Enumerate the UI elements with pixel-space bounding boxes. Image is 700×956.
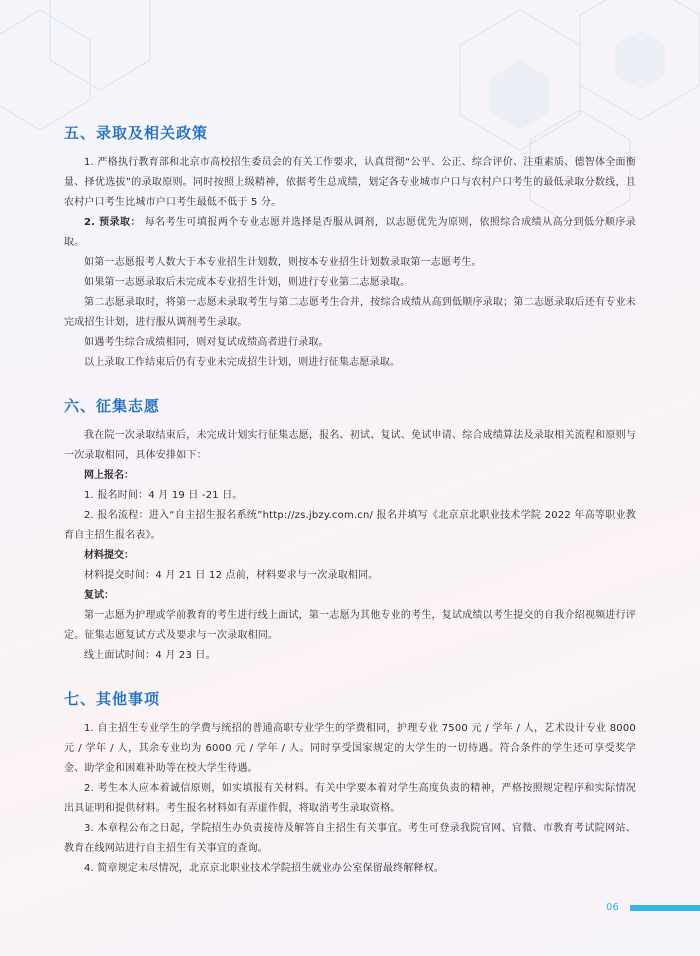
paragraph: 材料提交时间：4 月 21 日 12 点前，材料要求与一次录取相同。 <box>84 570 379 581</box>
paragraph: 我在院一次录取结束后，未完成计划实行征集志愿，报名、初试、复试、免试申请、综合成绩算法及录取相关流程和原则与一次录取相同，具体安排如下： <box>64 430 636 461</box>
paragraph: 第一志愿为护理或学前教育的考生进行线上面试，第一志愿为其他专业的考生，复试成绩以考生提交的自我介绍视频进行评定。征集志愿复试方式及要求与一次录取相同。 <box>64 610 636 641</box>
document-body <box>64 122 636 901</box>
subheading: 材料提交： <box>84 550 134 561</box>
paragraph: 3. 本章程公布之日起，学院招生办负责接待及解答自主招生有关事宜。考生可登录我院官网、官微、市教育考试院网站、教育在线网站进行自主招生有关事宜的查询。 <box>64 823 636 854</box>
footer-accent-bar <box>630 905 700 911</box>
subheading: 网上报名： <box>84 470 134 481</box>
paragraph: 如第一志愿报考人数大于本专业招生计划数，则按本专业招生计划数录取第一志愿考生。 <box>84 257 482 268</box>
paragraph: 线上面试时间：4 月 23 日。 <box>84 650 216 661</box>
paragraph-label: 2. 预录取： <box>84 217 141 228</box>
section-title: 六、征集志愿 <box>64 397 161 415</box>
paragraph: 1. 严格执行教育部和北京市高校招生委员会的有关工作要求，认真贯彻“公平、公正、综合评价、注重素质、德智体全面衡量、择优选拔”的录取原则。同时按照上级精神，依据考生总成绩，划定各专业城市户口与农村户口考生的最低录取分数线，且农村户口考生比城市户口考生最低不低于 5 分。 <box>64 157 636 208</box>
paragraph: 1. 报名时间：4 月 19 日 -21 日。 <box>84 490 243 501</box>
page-number: 06 <box>606 902 619 913</box>
paragraph: 4. 简章规定未尽情况，北京京北职业技术学院招生就业办公室保留最终解释权。 <box>84 863 445 874</box>
section-other <box>64 688 636 879</box>
paragraph: 2. 报名流程：进入“自主招生报名系统”http://zs.jbzy.com.cn/ 报名并填写《北京京北职业技术学院 2022 年高等职业教育自主招生报名表》。 <box>64 510 636 541</box>
section-admission <box>64 122 636 373</box>
paragraph-text: 每名考生可填报两个专业志愿并选择是否服从调剂，以志愿优先为原则，依照综合成绩从高分到低分顺序录取。 <box>64 217 637 248</box>
paragraph: 1. 自主招生专业学生的学费与统招的普通高职专业学生的学费相同，护理专业 7500 元 / 学年 / 人，艺术设计专业 8000 元 / 学年 / 人，其余专业均为 6000 元 / 学年 / 人。同时享受国家规定的大学生的一切待遇。符合条件的学生还可享受奖学金、助学金和困难补助等在校大学生待遇。 <box>64 723 636 774</box>
section-title: 五、录取及相关政策 <box>64 124 209 142</box>
paragraph <box>64 213 636 253</box>
subheading: 复试： <box>84 590 114 601</box>
paragraph: 2. 考生本人应本着诚信原则，如实填报有关材料。有关中学要本着对学生高度负责的精神，严格按照规定程序和实际情况出具证明和提供材料。考生报名材料如有弄虚作假，将取消考生录取资格。 <box>64 783 636 814</box>
paragraph: 如遇考生综合成绩相同，则对复试成绩高者进行录取。 <box>84 337 329 348</box>
section-supplementary <box>64 395 636 666</box>
paragraph: 如果第一志愿录取后未完成本专业招生计划，则进行专业第二志愿录取。 <box>84 277 411 288</box>
paragraph: 第二志愿录取时，将第一志愿未录取考生与第二志愿考生合并，按综合成绩从高到低顺序录取；第二志愿录取后还有专业未完成招生计划，进行服从调剂考生录取。 <box>64 297 636 328</box>
paragraph: 以上录取工作结束后仍有专业未完成招生计划，则进行征集志愿录取。 <box>84 357 401 368</box>
section-title: 七、其他事项 <box>64 690 161 708</box>
